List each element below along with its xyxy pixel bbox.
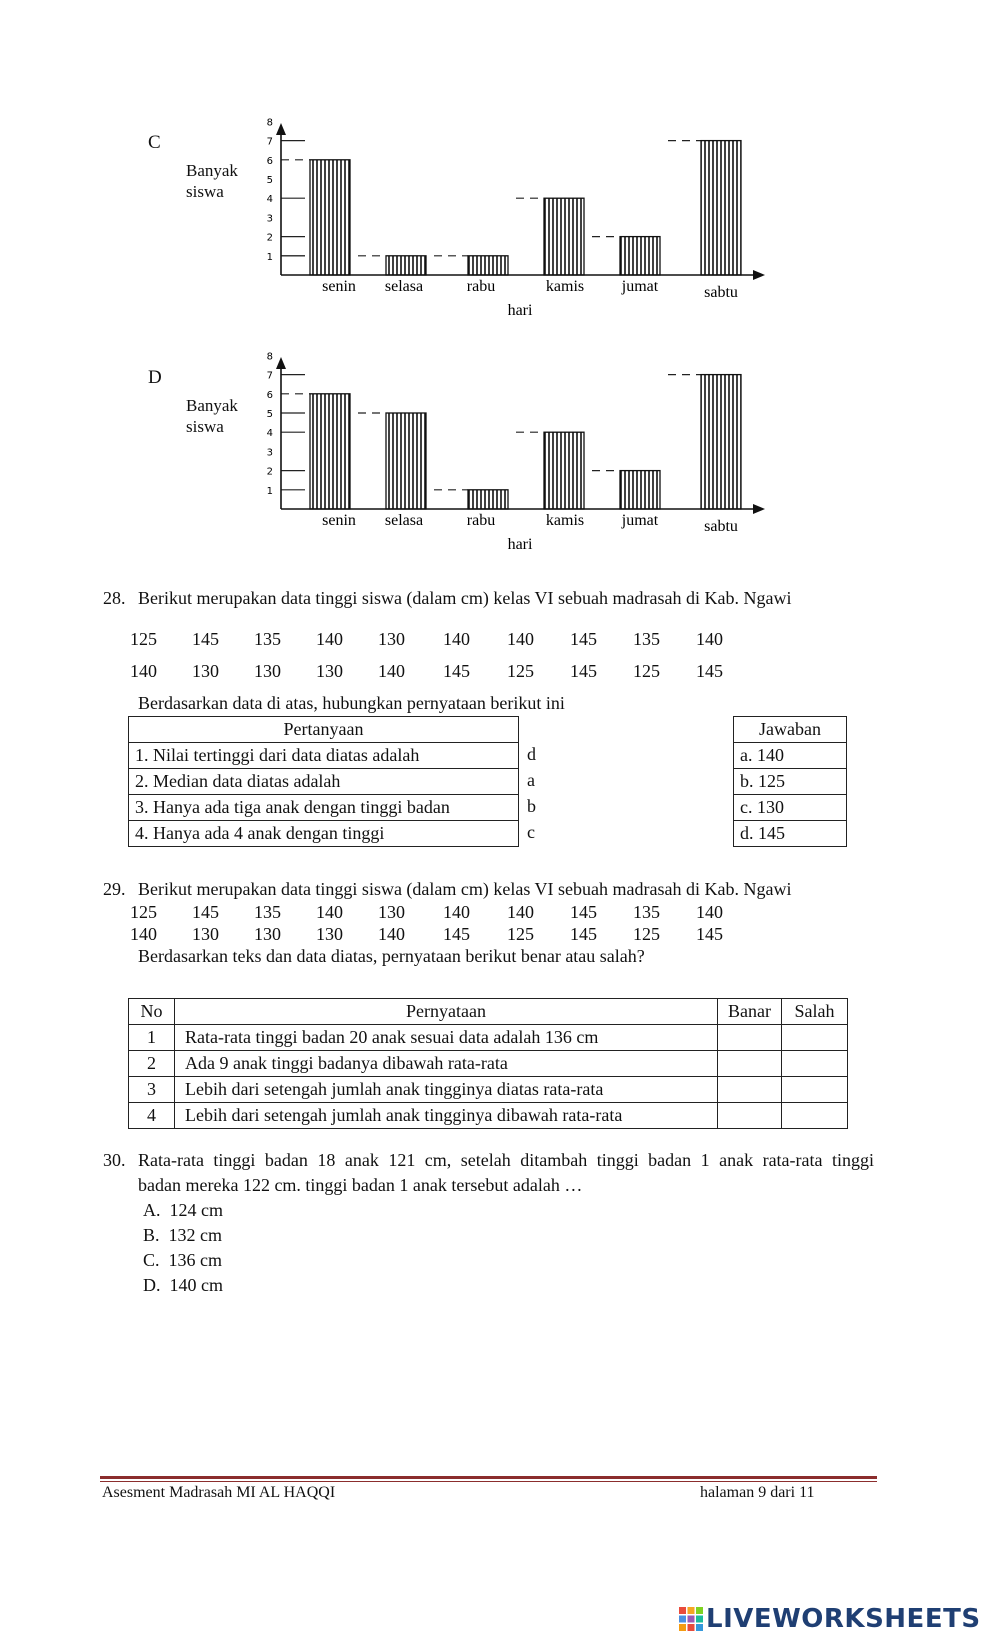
q29-instruction: Berdasarkan teks dan data diatas, pernyataan berikut benar atau salah?: [138, 946, 645, 966]
q30-option-text: 132 cm: [168, 1225, 223, 1245]
q29-row-statement: Ada 9 anak tinggi badanya dibawah rata-rata: [175, 1051, 718, 1077]
chart-d-bar-rabu: [468, 490, 508, 509]
q28-answer-table: [733, 716, 847, 847]
q29-salah-cell-2[interactable]: [782, 1051, 848, 1077]
chart-c-x-tick-label: selasa: [384, 278, 424, 295]
q28-answer-b: b. 125: [734, 769, 847, 795]
chart-c-bar-kamis: [544, 198, 584, 275]
footer-divider-thin: [100, 1481, 877, 1482]
chart-c-y-tick-label: 3: [266, 213, 273, 225]
q28-row2-value: 140: [378, 661, 405, 681]
chart-d-x-tick-label: selasa: [384, 512, 424, 529]
q29-text: Berikut merupakan data tinggi siswa (dalam cm) kelas VI sebuah madrasah di Kab. Ngawi: [138, 879, 792, 899]
q28-question-table: [128, 716, 519, 847]
q28-question-3: 3. Hanya ada tiga anak dengan tinggi badan: [129, 795, 519, 821]
q29-salah-cell-4[interactable]: [782, 1103, 848, 1129]
chart-d-ylabel-line1: Banyak: [186, 396, 238, 415]
chart-d-label: D: [148, 367, 162, 388]
q28-row1-value: 135: [254, 629, 281, 649]
chart-c-x-tick-label: jumat: [621, 278, 659, 295]
table-row: [129, 1051, 848, 1077]
chart-c-bar-selasa: [386, 256, 426, 275]
q29-row2-value: 140: [378, 924, 405, 944]
chart-d-y-tick-label: 2: [266, 466, 273, 478]
q29-row1-value: 135: [633, 902, 660, 922]
chart-d-x-axis-title: hari: [507, 536, 533, 553]
q29-row1-value: 130: [378, 902, 405, 922]
chart-c-y-tick-label: 5: [266, 175, 273, 186]
q28-row2-value: 145: [696, 661, 723, 681]
chart-c-y-tick-label: 1: [266, 251, 273, 263]
chart-c-x-tick-label: kamis: [545, 278, 585, 295]
chart-c-bar-senin: [310, 160, 350, 275]
q28-question-2: 2. Median data diatas adalah: [129, 769, 519, 795]
q29-salah-cell-1[interactable]: [782, 1025, 848, 1051]
liveworksheets-brand-text: LIVEWORKSHEETS: [706, 1604, 981, 1634]
q29-row1-value: 140: [507, 902, 534, 922]
q29-row2-value: 125: [507, 924, 534, 944]
q28-question-4: 4. Hanya ada 4 anak dengan tinggi: [129, 821, 519, 847]
q30-option-a[interactable]: [143, 1200, 223, 1221]
q28-row2-value: 145: [570, 661, 597, 681]
q28-header-pertanyaan: Pertanyaan: [129, 717, 519, 743]
q28-connector-2[interactable]: a: [527, 770, 535, 790]
q30-option-letter: D.: [143, 1275, 161, 1295]
q28-row1-value: 140: [443, 629, 470, 649]
chart-d-y-tick-label: 4: [266, 428, 273, 440]
chart-c-x-axis-title: hari: [507, 302, 533, 319]
q29-row2-value: 145: [570, 924, 597, 944]
q29-banar-cell-3[interactable]: [718, 1077, 782, 1103]
q29-row1-value: 140: [696, 902, 723, 922]
q30-number: 30.: [103, 1150, 126, 1170]
chart-c-bar-sabtu: [701, 141, 741, 275]
q29-header-pernyataan: Pernyataan: [175, 999, 718, 1025]
q28-row1-value: 135: [633, 629, 660, 649]
q30-option-b[interactable]: [143, 1225, 222, 1246]
q28-row2-value: 130: [254, 661, 281, 681]
q29-row1-value: 145: [570, 902, 597, 922]
q28-data-row-1: [0, 629, 1000, 653]
chart-d-y-tick-label: 3: [266, 447, 273, 459]
chart-d-x-tick-label: jumat: [621, 512, 659, 529]
q28-row2-value: 125: [507, 661, 534, 681]
chart-c-x-tick-label: sabtu: [704, 284, 738, 301]
chart-c-x-tick-label: senin: [322, 278, 356, 295]
chart-d-y-tick-label: 7: [266, 370, 273, 382]
q29-row2-value: 140: [130, 924, 157, 944]
chart-d-y-tick-label: 5: [266, 409, 273, 420]
chart-c-y-tick-label: 6: [266, 155, 273, 167]
chart-d: [0, 340, 1000, 580]
chart-c-y-tick-label: 8: [266, 117, 273, 129]
q29-data-row-2: [0, 924, 1000, 948]
q29-row2-value: 130: [254, 924, 281, 944]
q29-row-no: 4: [129, 1103, 175, 1129]
table-row: [129, 1103, 848, 1129]
q29-row2-value: 145: [696, 924, 723, 944]
q29-row-statement: Lebih dari setengah jumlah anak tingginya diatas rata-rata: [175, 1077, 718, 1103]
q30-option-d[interactable]: [143, 1275, 223, 1296]
q28-row1-value: 140: [696, 629, 723, 649]
q30-option-c[interactable]: [143, 1250, 222, 1271]
q30-option-letter: C.: [143, 1250, 160, 1270]
q28-row1-value: 125: [130, 629, 157, 649]
footer-school-name: Asesment Madrasah MI AL HAQQI: [102, 1484, 336, 1501]
liveworksheets-logo: [678, 1604, 981, 1634]
q30-text-line2: badan mereka 122 cm. tinggi badan 1 anak tersebut adalah …: [138, 1175, 583, 1195]
chart-d-x-tick-label: senin: [322, 512, 356, 529]
chart-c-bar-jumat: [620, 237, 660, 275]
q30-option-letter: A.: [143, 1200, 161, 1220]
q29-header-no: No: [129, 999, 175, 1025]
q28-number: 28.: [103, 588, 126, 608]
q29-banar-cell-4[interactable]: [718, 1103, 782, 1129]
q29-row2-value: 130: [192, 924, 219, 944]
footer-divider: [100, 1476, 877, 1479]
q29-banar-cell-2[interactable]: [718, 1051, 782, 1077]
q28-row2-value: 130: [192, 661, 219, 681]
chart-d-x-tick-label: sabtu: [704, 518, 738, 535]
q29-row-statement: Rata-rata tinggi badan 20 anak sesuai data adalah 136 cm: [175, 1025, 718, 1051]
q30-option-text: 124 cm: [169, 1200, 223, 1220]
chart-d-bar-jumat: [620, 471, 660, 509]
q30-text-line1: Rata-rata tinggi badan 18 anak 121 cm, setelah ditambah tinggi badan 1 anak rata-rata tinggi: [138, 1150, 874, 1170]
chart-c-label: C: [148, 132, 161, 153]
chart-c-x-tick-label: rabu: [466, 278, 496, 295]
q29-salah-cell-3[interactable]: [782, 1077, 848, 1103]
q29-row-no: 2: [129, 1051, 175, 1077]
q28-answer-c: c. 130: [734, 795, 847, 821]
chart-c-y-tick-label: 2: [266, 232, 273, 244]
q28-row2-value: 145: [443, 661, 470, 681]
q28-row1-value: 140: [316, 629, 343, 649]
chart-d-ylabel-line2: siswa: [186, 417, 224, 436]
q28-answer-a: a. 140: [734, 743, 847, 769]
q29-row-no: 1: [129, 1025, 175, 1051]
chart-c-y-axis-arrow: [276, 123, 286, 135]
q28-data-row-2: [0, 661, 1000, 685]
q28-row2-value: 130: [316, 661, 343, 681]
q29-header-banar: Banar: [718, 999, 782, 1025]
chart-d-y-tick-label: 6: [266, 389, 273, 401]
chart-d-bar-kamis: [544, 432, 584, 509]
chart-c-ylabel-line2: siswa: [186, 182, 224, 201]
chart-d-x-axis-arrow: [753, 504, 765, 514]
chart-d-y-tick-label: 8: [266, 351, 273, 363]
q29-header-salah: Salah: [782, 999, 848, 1025]
q28-connector-3[interactable]: b: [527, 796, 536, 816]
chart-d-bar-selasa: [386, 413, 426, 509]
q28-answer-d: d. 145: [734, 821, 847, 847]
chart-c-bar-rabu: [468, 256, 508, 275]
q28-row1-value: 145: [570, 629, 597, 649]
chart-c-y-tick-label: 7: [266, 136, 273, 148]
chart-d-x-tick-label: rabu: [466, 512, 496, 529]
chart-d-x-tick-label: kamis: [545, 512, 585, 529]
q28-row1-value: 145: [192, 629, 219, 649]
chart-d-y-tick-label: 1: [266, 485, 273, 497]
q29-row1-value: 145: [192, 902, 219, 922]
q29-statement-table: [128, 998, 848, 1129]
q28-connector-4[interactable]: c: [527, 822, 535, 842]
q29-row1-value: 125: [130, 902, 157, 922]
table-row: [129, 1077, 848, 1103]
liveworksheets-logo-icon: [678, 1606, 704, 1632]
chart-d-y-axis-arrow: [276, 357, 286, 369]
q29-row1-value: 135: [254, 902, 281, 922]
chart-d-bar-senin: [310, 394, 350, 509]
chart-d-bar-sabtu: [701, 375, 741, 509]
q29-row-no: 3: [129, 1077, 175, 1103]
q28-row2-value: 140: [130, 661, 157, 681]
q30-option-text: 140 cm: [169, 1275, 223, 1295]
q28-row2-value: 125: [633, 661, 660, 681]
footer-page-number: halaman 9 dari 11: [700, 1484, 815, 1501]
q28-text: Berikut merupakan data tinggi siswa (dalam cm) kelas VI sebuah madrasah di Kab. Ngawi: [138, 588, 792, 608]
chart-c-y-tick-label: 4: [266, 194, 273, 206]
q29-row2-value: 130: [316, 924, 343, 944]
q28-header-jawaban: Jawaban: [734, 717, 847, 743]
q30-option-text: 136 cm: [168, 1250, 223, 1270]
q29-row-statement: Lebih dari setengah jumlah anak tingginya dibawah rata-rata: [175, 1103, 718, 1129]
q28-question-1: 1. Nilai tertinggi dari data diatas adalah: [129, 743, 519, 769]
q28-instruction: Berdasarkan data di atas, hubungkan pernyataan berikut ini: [138, 693, 565, 713]
q29-row1-value: 140: [443, 902, 470, 922]
q28-row1-value: 140: [507, 629, 534, 649]
chart-c: [0, 0, 1000, 340]
q29-row1-value: 140: [316, 902, 343, 922]
chart-c-ylabel-line1: Banyak: [186, 161, 238, 180]
q28-row1-value: 130: [378, 629, 405, 649]
q28-connector-1[interactable]: d: [527, 744, 536, 764]
q29-number: 29.: [103, 879, 126, 899]
chart-c-x-axis-arrow: [753, 270, 765, 280]
q29-data-row-1: [0, 902, 1000, 926]
q29-banar-cell-1[interactable]: [718, 1025, 782, 1051]
q30-option-letter: B.: [143, 1225, 160, 1245]
q29-row2-value: 145: [443, 924, 470, 944]
table-row: [129, 1025, 848, 1051]
q29-row2-value: 125: [633, 924, 660, 944]
